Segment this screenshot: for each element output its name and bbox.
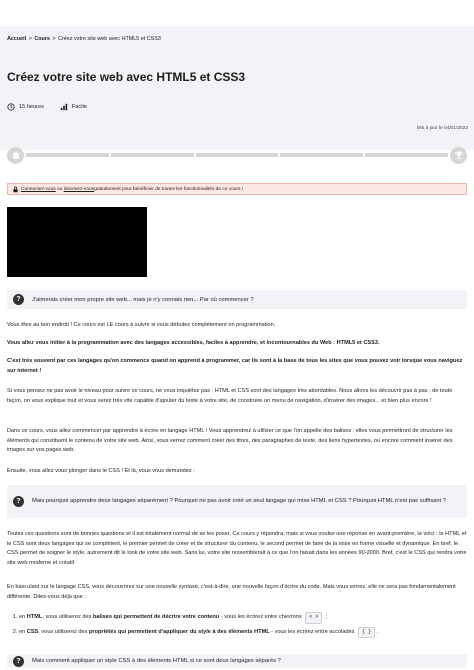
certificate-button[interactable] <box>450 147 467 164</box>
course-meta <box>7 103 467 111</box>
course-progress <box>7 146 467 164</box>
list-lang: HTML <box>26 614 43 620</box>
page-title: Créez votre site web avec HTML5 et CSS3 <box>7 70 246 84</box>
question-callout <box>7 654 467 668</box>
list-item <box>19 627 467 639</box>
level <box>60 103 87 111</box>
list-strong: balises qui permettent de décrire votre contenu <box>93 614 220 620</box>
progress-segment[interactable] <box>365 153 448 157</box>
signup-link[interactable]: inscrivez-vous <box>63 186 95 192</box>
progress-segment[interactable] <box>280 153 363 157</box>
breadcrumb-home[interactable]: Accueil <box>7 36 27 42</box>
course-video[interactable] <box>7 207 147 277</box>
callout-text: Mais comment appliquer un style CSS à des éléments HTML si ce sont deux langages séparés ? <box>32 658 281 664</box>
progress-segment[interactable] <box>196 153 279 157</box>
list-text: ; <box>324 614 328 620</box>
breadcrumb-current: Créez votre site web avec HTML5 et CSS3 <box>58 36 161 42</box>
course-header <box>0 26 474 150</box>
breadcrumb <box>7 36 467 42</box>
body-paragraph: En basculant sur le langage CSS, vous découvrirez sur une nouvelle syntaxe, c'est-à-dire, une nouvelle façon d'écrire du code. Mais vous verrez, elle ne sera pas fondamentalement différente. Dites-vous déjà que : <box>7 584 456 600</box>
list-text: , vous utiliserez des <box>38 628 89 635</box>
duration <box>7 103 44 111</box>
list-text: en <box>19 628 27 635</box>
list-lang: CSS <box>26 628 39 635</box>
home-icon <box>11 150 21 160</box>
breadcrumb-separator: > <box>28 36 32 42</box>
trophy-icon <box>454 150 464 160</box>
list-text: , vous utiliserez des <box>42 614 94 620</box>
progress-segment[interactable] <box>26 153 109 157</box>
intro-paragraph: Vous êtes au bon endroit ! Ce cours est LE cours à suivre si vous débutez complètement en programmation. <box>7 322 276 328</box>
body-paragraph: Dans ce cours, vous allez commencer par apprendre à écrire en langage HTML ! Vous apprendrez à utiliser ce que l'on appelle des balises : elles vous permettront de structurer les éléments qui constituent le contenu de votre site web. Ainsi, vous verrez comment créer des titres, des paragraphes de texte, des liens hypertextes, ou encore comment insérer des images sur vos pages web. <box>7 428 453 453</box>
list-text: - vous les écrirez entre accolades <box>269 628 355 635</box>
alert-text: gratuitement pour bénéficier de toutes les fonctionnalités de ce cours ! <box>94 186 244 192</box>
code-snippet: { } <box>358 627 375 639</box>
body-paragraph: Ensuite, vous allez vous plonger dans le CSS ! Et là, vous vous demandez : <box>7 468 195 474</box>
level-label: Facile <box>71 104 87 110</box>
question-icon: ? <box>13 656 24 667</box>
progress-segment[interactable] <box>111 153 194 157</box>
question-icon: ? <box>13 496 24 507</box>
login-alert <box>7 183 467 195</box>
list-item <box>19 612 467 624</box>
course-home-button[interactable] <box>7 147 24 164</box>
question-icon: ? <box>13 294 24 305</box>
breadcrumb-courses[interactable]: Cours <box>34 36 50 42</box>
body-paragraph: Toutes ces questions sont de bonnes questions et il est totalement normal de se les poser. Ce cours y répondra, mais si vous voulez une réponse en avant-première, la voici : le HTML et le CSS sont deux langages qui se complètent, le premier permet de créer et de structurer du contenu, le second permet de faire de la mise en forme visuelle et dynamique. En bref, le CSS permet de soigner le style, autrement dit le look de votre site web. Sans lui, votre site ressemblerait à ce que l'on faisait dans les années 90-2000. Bref, c'est le CSS qui rendra votre site web moderne et créatif. <box>7 531 467 566</box>
clock-icon <box>7 103 15 111</box>
breadcrumb-separator: > <box>52 36 56 42</box>
list-text: en <box>19 614 27 620</box>
login-link[interactable]: Connectez-vous <box>21 186 56 192</box>
intro-bold-paragraph: C'est très souvent par ces langages qu'on commence quand on apprend à programmer, car ils sont à la base de tous les sites que vous pouvez voir lorsque vous naviguez sur internet ! <box>7 358 463 374</box>
question-callout <box>7 290 467 309</box>
intro-bold-paragraph: Vous allez vous initier à la programmation avec des langages accessibles, faciles à apprendre, et incontournables du Web : HTML5 et CSS3. <box>7 340 380 346</box>
progress-segments <box>26 153 448 157</box>
callout-text: J'aimerais créer mon propre site web... mais je n'y connais rien... Par où commencer ? <box>32 296 254 303</box>
list-text: - vous les écrirez entre chevrons <box>219 614 302 620</box>
duration-label: 15 heures <box>19 104 44 110</box>
syntax-list <box>7 612 467 641</box>
difficulty-bars-icon <box>60 103 68 111</box>
alert-or: ou <box>55 186 64 192</box>
callout-text: Mais pourquoi apprendre deux langages séparément ? Pourquoi ne pas avoir créé un seul langage qui mixe HTML et CSS ? Pourquoi HTML n'est pas suffisant ? <box>32 498 446 504</box>
top-bar <box>0 0 474 26</box>
list-strong: propriétés qui permettent d'appliquer du style à des éléments HTML <box>88 628 270 635</box>
question-callout <box>7 485 467 518</box>
lock-icon <box>12 186 19 193</box>
body-paragraph: Si vous pensez ne pas avoir le niveau pour suivre ce cours, ne vous inquiétez pas : HTML et CSS sont des langages très abordables. Nous allons les découvrir pas à pas : de toute façon, on vous explique tout et vous serez très vite capable d'ajouter du texte à votre site, de construire un menu de navigation, d'insérer des images... et bien plus encore ! <box>7 388 453 404</box>
code-snippet: < > <box>305 612 322 624</box>
list-text: . <box>377 628 379 635</box>
updated-date: Mis à jour le 04/01/2023 <box>416 126 468 131</box>
